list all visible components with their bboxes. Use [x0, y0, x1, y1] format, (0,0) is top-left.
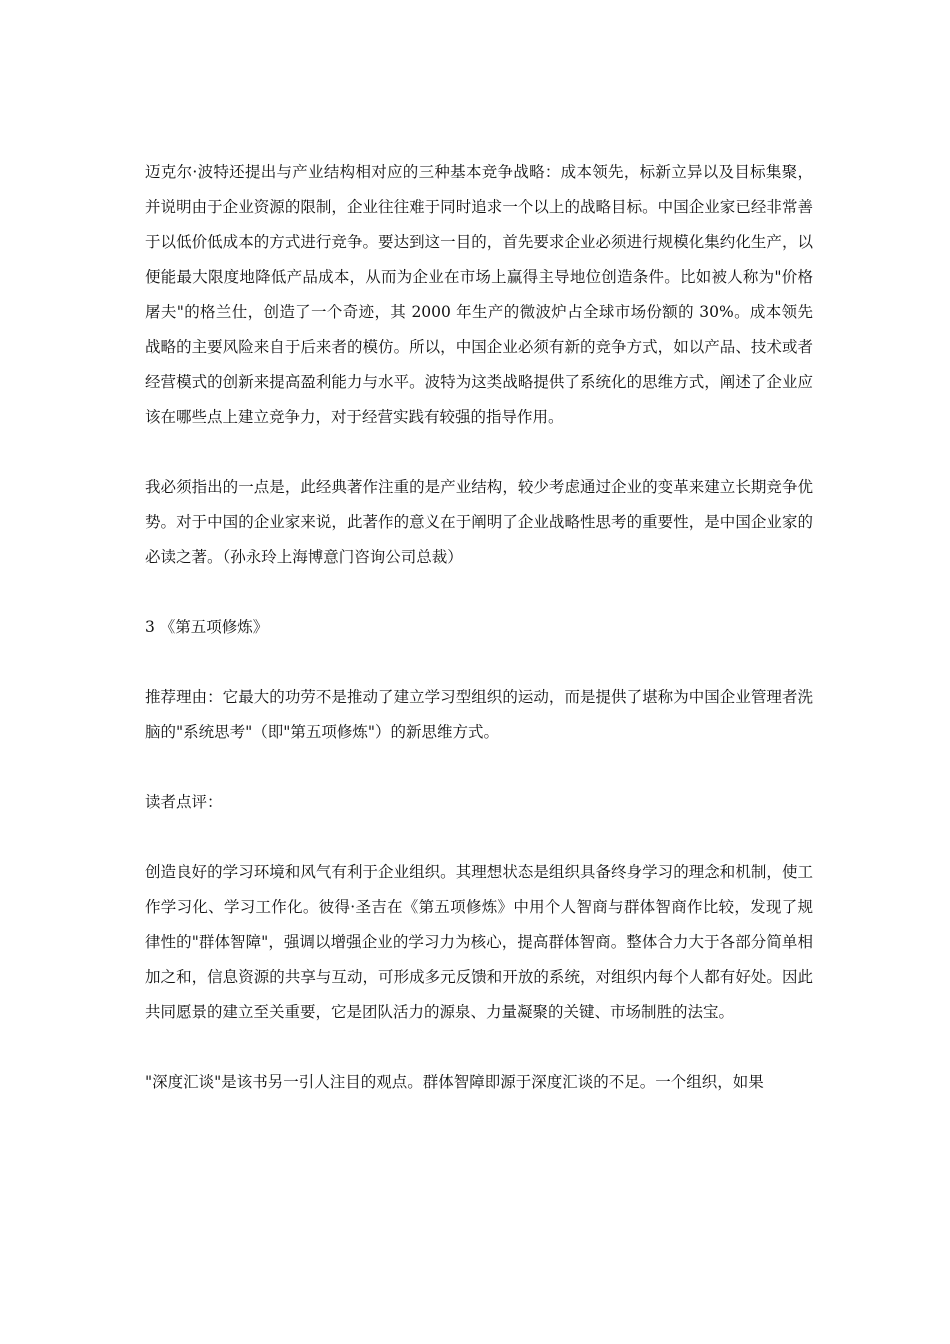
document-page [145, 155, 813, 1100]
paragraph-spacer [145, 820, 813, 855]
paragraph-spacer [145, 1030, 813, 1065]
paragraph-spacer [145, 645, 813, 680]
paragraph-spacer [145, 575, 813, 610]
paragraph-reader-review-label: 读者点评： [145, 793, 223, 811]
paragraph-porter-strategies: 迈克尔·波特还提出与产业结构相对应的三种基本竞争战略：成本领先，标新立异以及目标集聚，并说明由于企业资源的限制，企业往往难于同时追求一个以上的战略目标。中国企业家已经非常善于以低价低成本的方式进行竞争。要达到这一目的，首先要求企业必须进行规模化集约化生产，以便能最大限度地降低产品成本，从而为企业在市场上赢得主导地位创造条件。比如被人称为"价格屠夫"的格兰仕，创造了一个奇迹，其 2000 年生产的微波炉占全球市场份额的 30%。成本领先战略的主要风险来自于后来者的模仿。所以，中国企业必须有新的竞争方式，如以产品、技术或者经营模式的创新来提高盈利能力与水平。波特为这类战略提供了系统化的思维方式，阐述了企业应该在哪些点上建立竞争力，对于经营实践有较强的指导作用。 [145, 163, 813, 426]
paragraph-critique: 我必须指出的一点是，此经典著作注重的是产业结构，较少考虑通过企业的变革来建立长期竞争优势。对于中国的企业家来说，此著作的意义在于阐明了企业战略性思考的重要性，是中国企业家的必读之著。（孙永玲上海博意门咨询公司总裁） [145, 478, 813, 566]
paragraph-deep-dialogue: "深度汇谈"是该书另一引人注目的观点。群体智障即源于深度汇谈的不足。一个组织，如果 [145, 1073, 764, 1091]
paragraph-spacer [145, 750, 813, 785]
paragraph-recommendation-reason: 推荐理由：它最大的功劳不是推动了建立学习型组织的运动，而是提供了堪称为中国企业管理者洗脑的"系统思考"（即"第五项修炼"）的新思维方式。 [145, 688, 813, 741]
paragraph-learning-organization: 创造良好的学习环境和风气有利于企业组织。其理想状态是组织具备终身学习的理念和机制，使工作学习化、学习工作化。彼得·圣吉在《第五项修炼》中用个人智商与群体智商作比较，发现了规律性的"群体智障"，强调以增强企业的学习力为核心，提高群体智商。整体合力大于各部分简单相加之和，信息资源的共享与互动，可形成多元反馈和开放的系统，对组织内每个人都有好处。因此共同愿景的建立至关重要，它是团队活力的源泉、力量凝聚的关键、市场制胜的法宝。 [145, 863, 813, 1021]
paragraph-spacer [145, 435, 813, 470]
section-heading-fifth-discipline: 3 《第五项修炼》 [145, 618, 269, 636]
